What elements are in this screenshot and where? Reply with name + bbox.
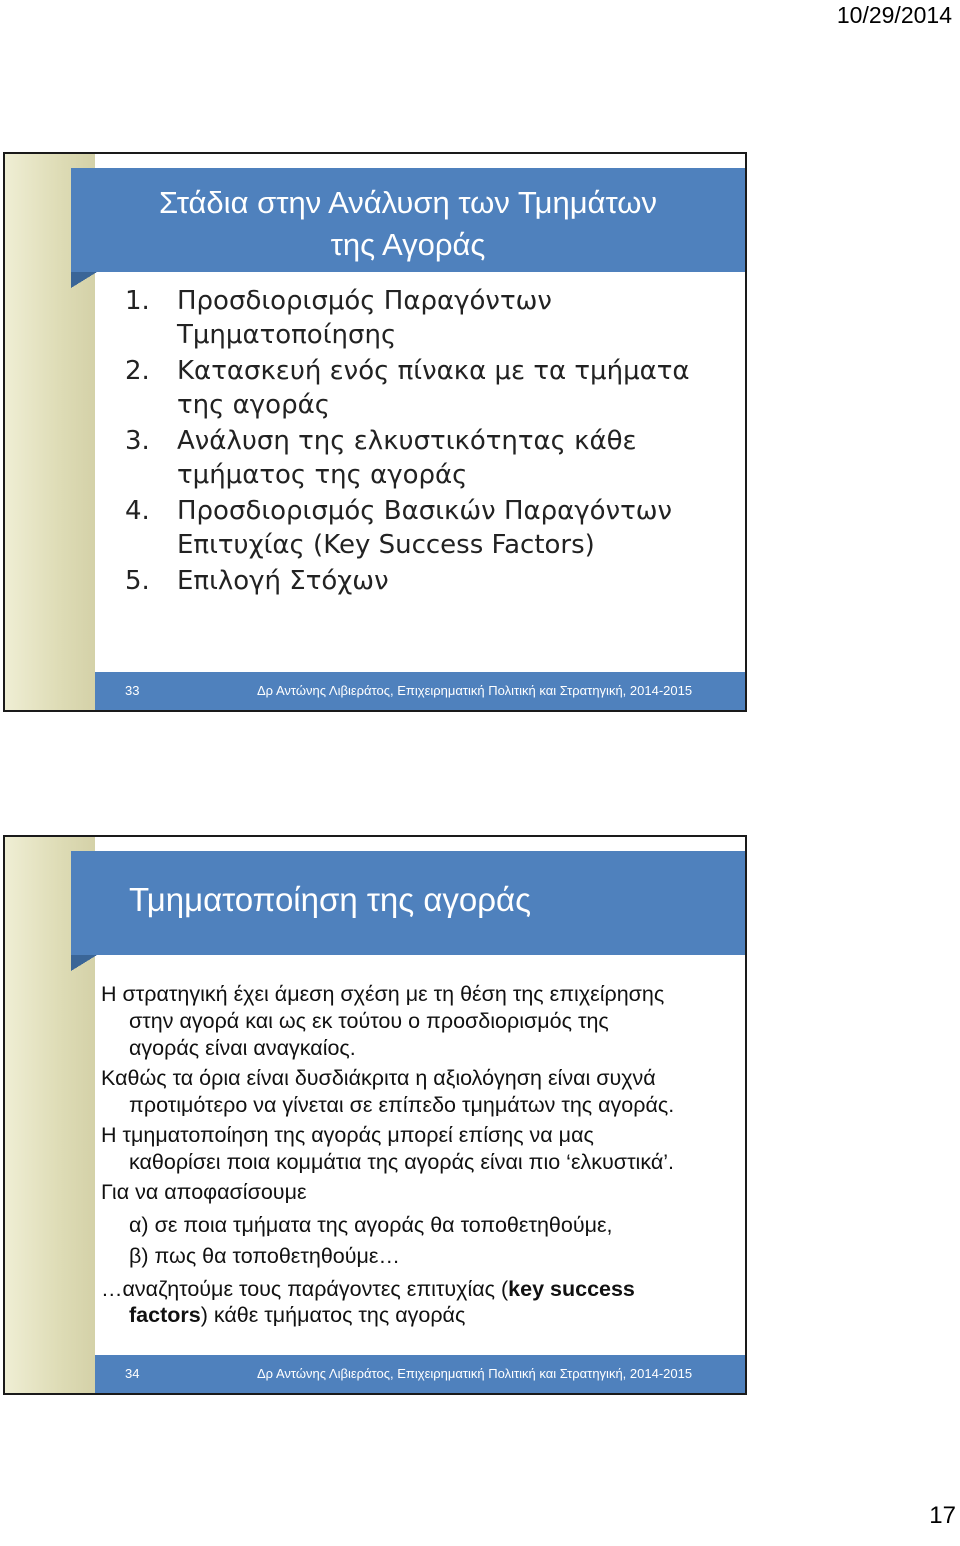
- slide-title: [71, 182, 745, 266]
- slide-33: [3, 152, 747, 712]
- list-item-text: Προσδιορισμός Βασικών Παραγόντων: [177, 496, 673, 526]
- sub-item-a: α) σε ποια τμήματα της αγοράς θα τοποθετηθούμε,: [129, 1213, 613, 1237]
- list-item-text: Επιλογή Στόχων: [177, 566, 389, 596]
- paragraph-line: Καθώς τα όρια είναι δυσδιάκριτα η αξιολόγηση είναι συχνά: [101, 1066, 656, 1090]
- paragraph-line: προτιμότερο να γίνεται σε επίπεδο τμημάτων της αγοράς.: [129, 1093, 675, 1117]
- list-item-number: 3.: [125, 426, 150, 456]
- footer-text: Δρ Αντώνης Λιβιεράτος, Επιχειρηματική Πολιτική και Στρατηγική, 2014-2015: [257, 1366, 693, 1381]
- list-item: [125, 564, 735, 598]
- list-item-number: 2.: [125, 356, 150, 386]
- slide-number: 33: [125, 683, 140, 698]
- list-item: [125, 284, 735, 352]
- slide-footer: [95, 672, 745, 710]
- list-item: [125, 494, 735, 562]
- paragraph: [101, 1065, 739, 1119]
- list-item: [125, 424, 735, 492]
- conclusion-bold: factors: [129, 1303, 201, 1327]
- paragraph-line: Η τμηματοποίηση της αγοράς μπορεί επίσης να μας: [101, 1123, 594, 1147]
- list-item-number: 1.: [125, 286, 150, 316]
- paragraph-line: Η στρατηγική έχει άμεση σχέση με τη θέση της επιχείρησης: [101, 982, 665, 1006]
- paragraph: [101, 1122, 739, 1176]
- slide-body: [101, 981, 739, 1328]
- list-item-text: Επιτυχίας (Key Success Factors): [177, 530, 595, 560]
- page-number: 17: [929, 1502, 956, 1529]
- paragraph: [101, 981, 739, 1062]
- list-item-text: Ανάλυση της ελκυστικότητας κάθε: [177, 426, 637, 456]
- list-item-text: Κατασκευή ενός πίνακα με τα τμήματα: [177, 356, 690, 386]
- slide-title-bar: [71, 168, 745, 272]
- conclusion-bold: key success: [508, 1277, 635, 1301]
- list-item-text: της αγοράς: [177, 390, 330, 420]
- print-date: 10/29/2014: [836, 2, 952, 28]
- title-fold: [71, 955, 97, 971]
- list-item-text: τμήματος της αγοράς: [177, 460, 468, 490]
- conclusion: [101, 1276, 739, 1328]
- paragraph-line: αγοράς είναι αναγκαίος.: [129, 1036, 356, 1060]
- footer-text: Δρ Αντώνης Λιβιεράτος, Επιχειρηματική Πολιτική και Στρατηγική, 2014-2015: [257, 683, 693, 698]
- paragraph-line: καθορίσει ποια κομμάτια της αγοράς είναι πιο ‘ελκυστικά’.: [129, 1150, 675, 1174]
- slide-title: Τμηματοποίηση της αγοράς: [129, 881, 532, 918]
- list-item-number: 5.: [125, 566, 150, 596]
- conclusion-text: …αναζητούμε τους παράγοντες επιτυχίας (: [101, 1277, 509, 1301]
- paragraph-line: στην αγορά και ως εκ τούτου ο προσδιορισμός της: [129, 1009, 609, 1033]
- list-item-number: 4.: [125, 496, 150, 526]
- slide-title-line-1: Στάδια στην Ανάλυση των Τμημάτων: [159, 185, 657, 220]
- paragraph-line: Για να αποφασίσουμε: [101, 1180, 307, 1204]
- list-item: [125, 354, 735, 422]
- list-item-text: Προσδιορισμός Παραγόντων: [177, 286, 552, 316]
- title-fold: [71, 272, 97, 288]
- slide-number: 34: [125, 1366, 140, 1381]
- stages-list: [125, 284, 735, 600]
- list-item-text: Τμηματοποίησης: [177, 320, 397, 350]
- sub-item-b: β) πως θα τοποθετηθούμε…: [129, 1244, 400, 1268]
- slide-34: [3, 835, 747, 1395]
- slide-title-line-2: της Αγοράς: [330, 227, 486, 262]
- slide-footer: [95, 1355, 745, 1393]
- conclusion-text: ) κάθε τμήματος της αγοράς: [200, 1303, 466, 1327]
- slide-title-bar: [71, 851, 745, 955]
- paragraph: [101, 1179, 739, 1206]
